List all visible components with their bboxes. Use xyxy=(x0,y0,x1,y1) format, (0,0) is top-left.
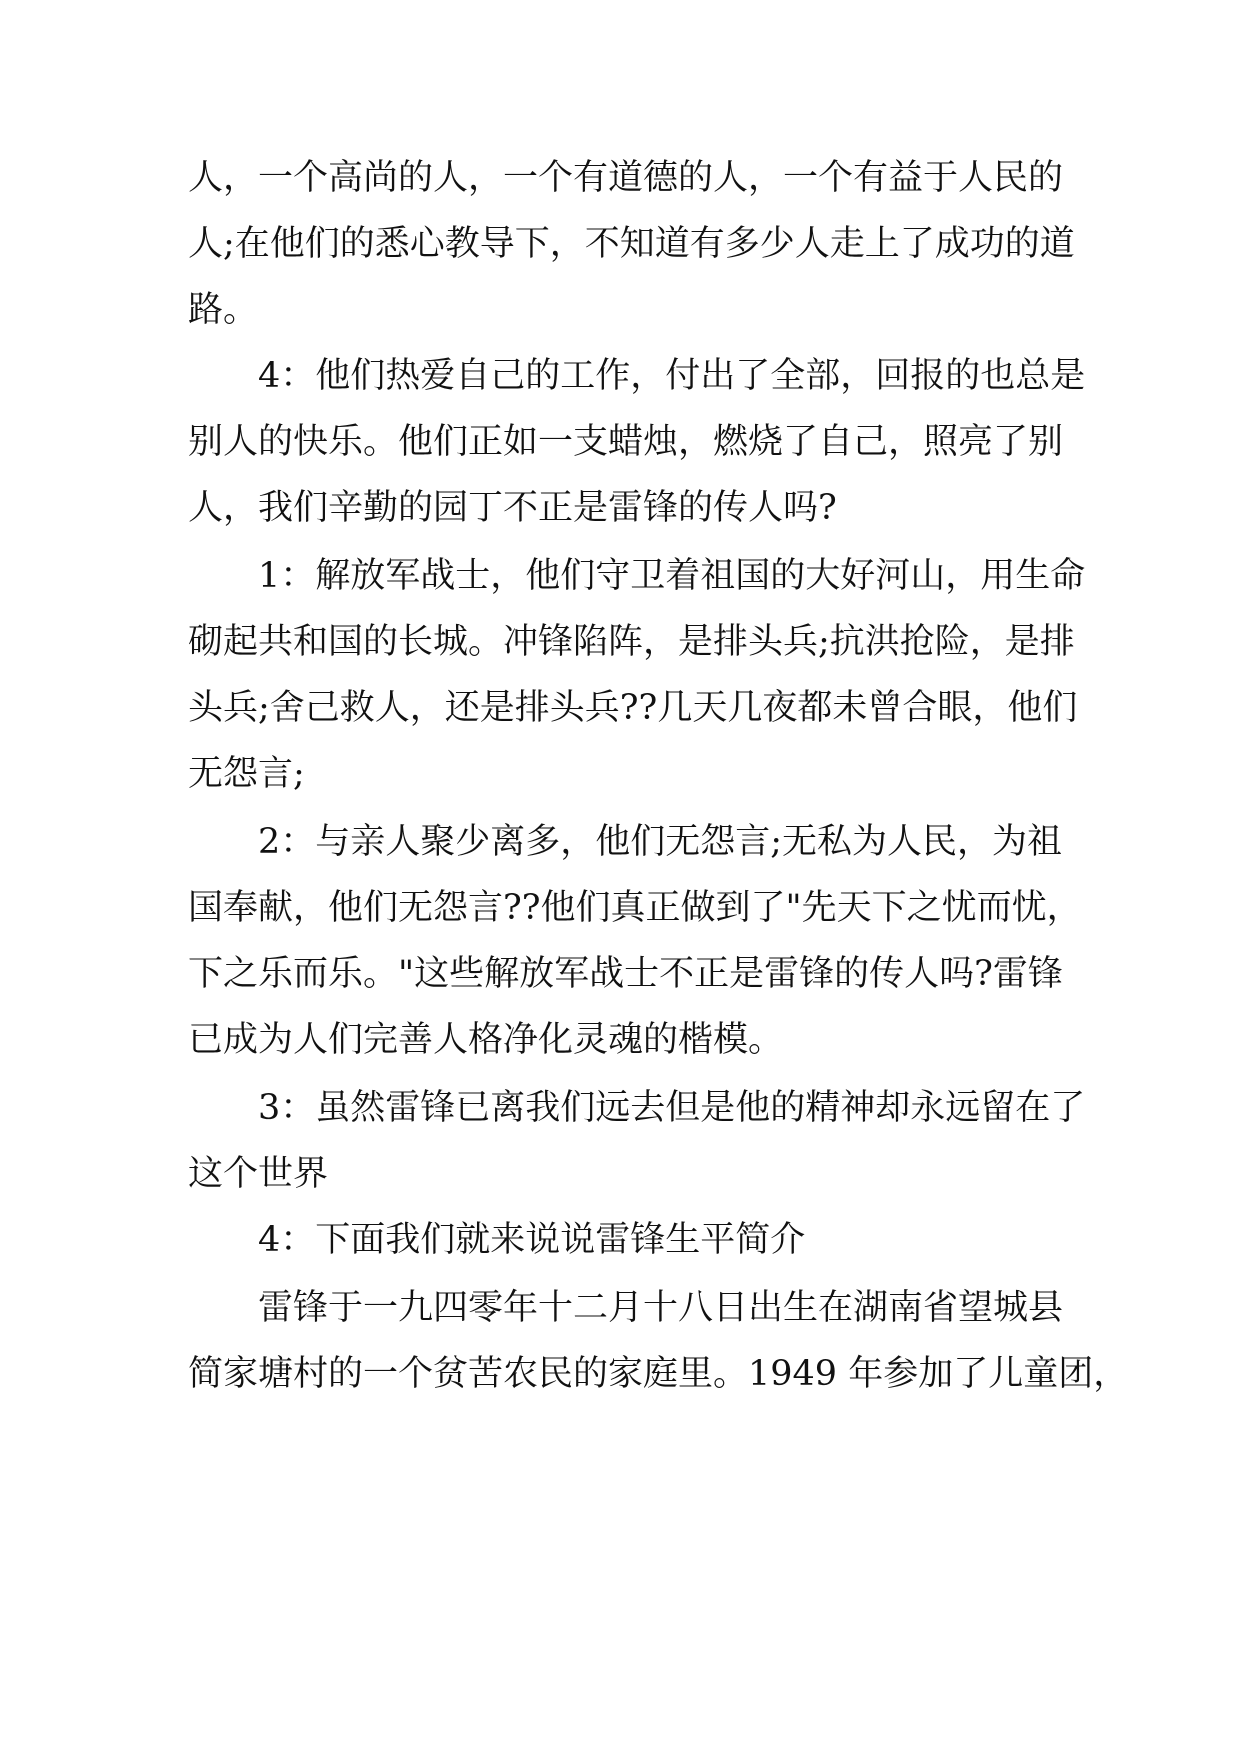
text-line: 别人的快乐。他们正如一支蜡烛，燃烧了自己，照亮了别 xyxy=(188,422,1064,462)
text-line: 下之乐而乐。"这些解放军战士不正是雷锋的传人吗?雷锋 xyxy=(188,954,1063,994)
text-line: 雷锋于一九四零年十二月十八日出生在湖南省望城县 xyxy=(258,1288,1064,1328)
text-line: 人，我们辛勤的园丁不正是雷锋的传人吗? xyxy=(188,488,837,528)
text-line: 2：与亲人聚少离多，他们无怨言;无私为人民，为祖 xyxy=(258,822,1063,862)
text-line: 无怨言; xyxy=(188,754,305,794)
text-line: 3：虽然雷锋已离我们远去但是他的精神却永远留在了 xyxy=(258,1088,1086,1128)
text-line: 这个世界 xyxy=(188,1154,329,1194)
text-line: 1：解放军战士，他们守卫着祖国的大好河山，用生命 xyxy=(258,556,1086,596)
text-line: 砌起共和国的长城。冲锋陷阵，是排头兵;抗洪抢险，是排 xyxy=(188,622,1075,662)
text-line: 简家塘村的一个贫苦农民的家庭里。1949 年参加了儿童团， xyxy=(188,1354,1129,1394)
text-line: 头兵;舍己救人，还是排头兵??几天几夜都未曾合眼，他们 xyxy=(188,688,1078,728)
text-line: 路。 xyxy=(188,290,259,330)
text-line: 4：他们热爱自己的工作，付出了全部，回报的也总是 xyxy=(258,356,1086,396)
text-line: 人;在他们的悉心教导下，不知道有多少人走上了成功的道 xyxy=(188,224,1075,264)
text-line: 人，一个高尚的人，一个有道德的人，一个有益于人民的 xyxy=(188,158,1064,198)
text-line: 4：下面我们就来说说雷锋生平简介 xyxy=(258,1220,806,1260)
text-line: 国奉献，他们无怨言??他们真正做到了"先天下之忧而忧， xyxy=(188,888,1082,928)
text-line: 已成为人们完善人格净化灵魂的楷模。 xyxy=(188,1020,784,1060)
